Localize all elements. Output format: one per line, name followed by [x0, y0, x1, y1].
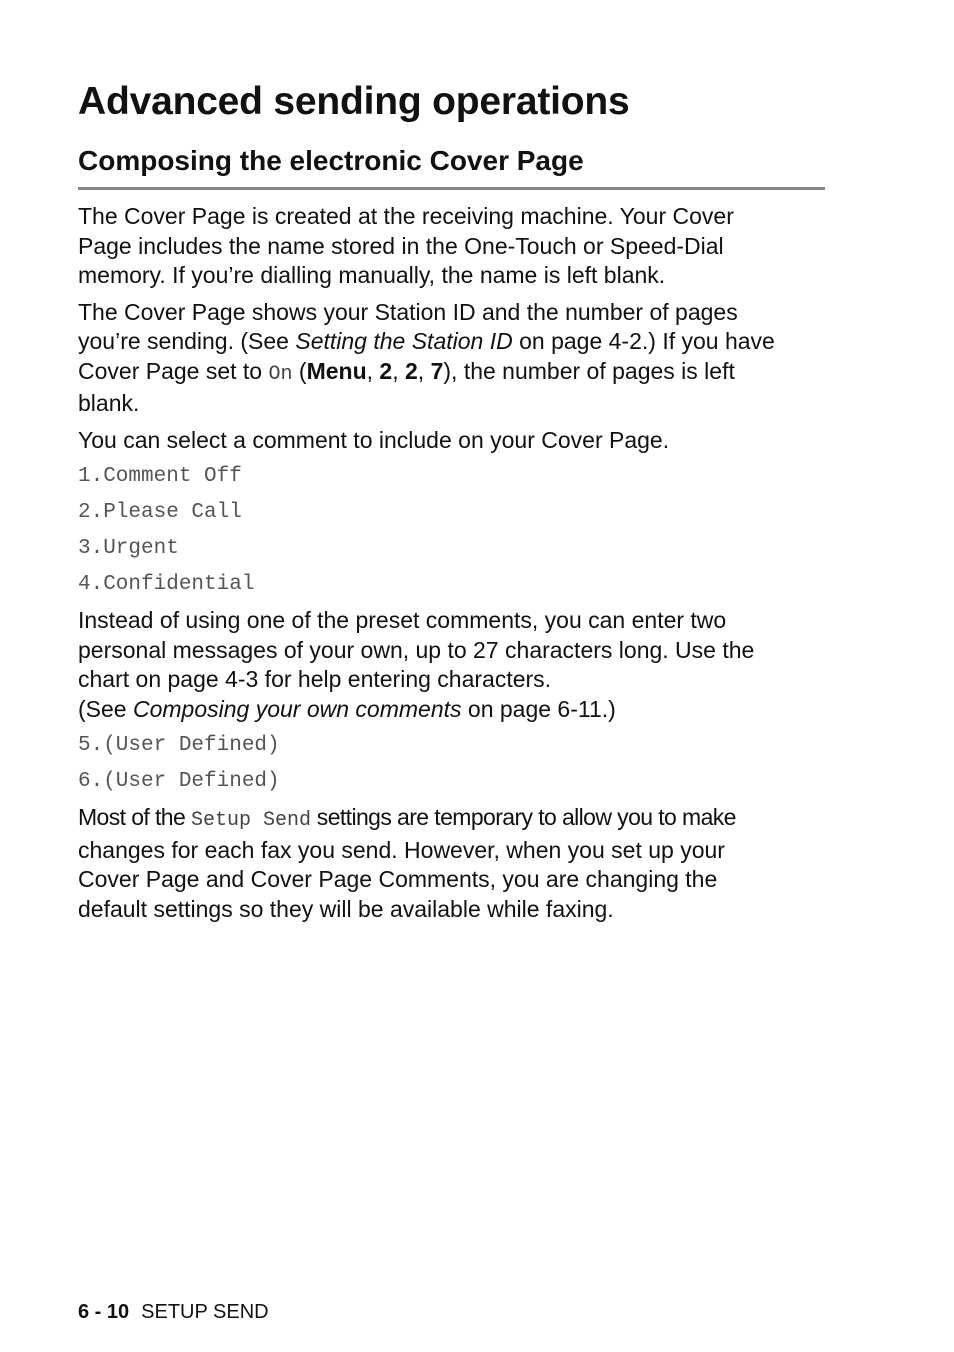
text-line: The Cover Page is created at the receiving machine. Your Cover: [78, 203, 734, 229]
page-footer: [78, 1301, 269, 1324]
lcd-setting-value: On: [268, 362, 293, 386]
text-line-part: (See: [78, 695, 133, 722]
lcd-option: 6.(User Defined): [78, 770, 280, 793]
text-line: default settings so they will be available while faxing.: [78, 895, 614, 922]
body-text: [78, 202, 826, 931]
paragraph-temporary-settings: [78, 803, 826, 924]
text-line-part: on page 6-11.): [461, 695, 616, 722]
text-line-part: ), the number of pages is left: [443, 357, 735, 384]
text-line: personal messages of your own, up to 27 characters long. Use the: [78, 636, 755, 663]
chapter-name: SETUP SEND: [141, 1301, 269, 1323]
text-line: The Cover Page shows your Station ID and the number of pages: [78, 298, 738, 325]
page-number: 6 - 10: [78, 1301, 130, 1323]
key-2: 2: [405, 357, 418, 384]
text-line-part: you’re sending. (See: [78, 328, 296, 354]
key-7: 7: [430, 357, 444, 384]
separator: ,: [417, 357, 431, 384]
lcd-option: 5.(User Defined): [78, 734, 280, 757]
key-menu: Menu: [306, 357, 367, 384]
lcd-option: 2.Please Call: [78, 501, 242, 524]
key-2: 2: [379, 357, 393, 384]
paragraph-custom-comments: [78, 606, 826, 724]
text-line-part: Cover Page set to: [78, 357, 269, 384]
lcd-option: 1.Comment Off: [78, 465, 242, 488]
text-line: Page includes the name stored in the One-Touch or Speed-Dial: [78, 232, 724, 259]
paragraph-station-id: [78, 298, 826, 419]
lcd-option: 4.Confidential: [78, 573, 255, 596]
text-line: chart on page 4-3 for help entering characters.: [78, 666, 552, 692]
text-line: changes for each fax you send. However, when you set up your: [78, 836, 725, 863]
separator: ,: [392, 357, 405, 384]
text-line-part: settings are temporary to allow you to make: [311, 804, 736, 830]
cross-reference: Composing your own comments: [132, 695, 462, 722]
text-line-part: Most of the: [78, 804, 191, 830]
text-line: memory. If you’re dialling manually, the name is left blank.: [78, 262, 666, 288]
text-line-part: (: [292, 357, 307, 384]
section-title: Composing the electronic Cover Page: [78, 145, 584, 176]
paragraph-intro: [78, 202, 826, 291]
page-title: Advanced sending operations: [78, 80, 630, 123]
text-line: Cover Page and Cover Page Comments, you are changing the: [78, 866, 718, 892]
separator: ,: [366, 357, 380, 384]
lcd-option: 3.Urgent: [78, 537, 179, 560]
cross-reference: Setting the Station ID: [295, 328, 513, 354]
text-line-part: on page 4-2.) If you have: [512, 328, 775, 354]
lcd-setting-value: Setup Send: [190, 809, 311, 832]
text-line: blank.: [78, 390, 140, 416]
paragraph-select-comment: You can select a comment to include on your Cover Page.: [78, 426, 670, 453]
text-line: Instead of using one of the preset comments, you can enter two: [78, 607, 727, 633]
section-rule: [78, 187, 825, 190]
